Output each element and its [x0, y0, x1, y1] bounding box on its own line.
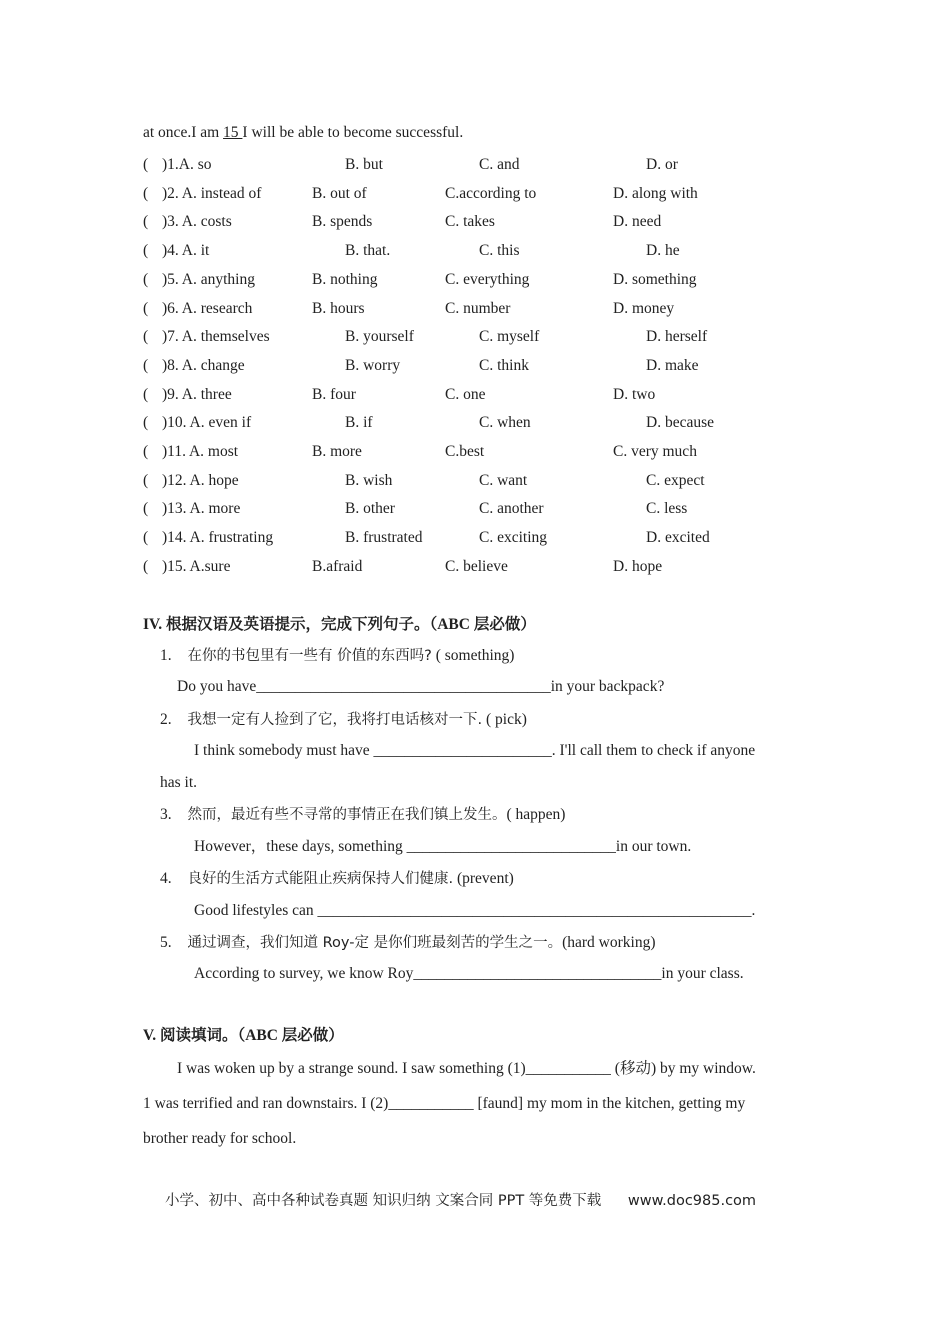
option-b: B. other — [345, 500, 395, 517]
s4-item-5-prompt — [160, 933, 655, 953]
item-hint: ( something) — [431, 647, 515, 664]
item-number: 5. — [160, 934, 172, 951]
question-stem-option-a: )4. A. it — [162, 242, 210, 259]
mcq-row — [143, 385, 843, 405]
footer — [165, 1191, 756, 1211]
question-stem-option-a: )1.A. so — [162, 156, 212, 173]
mcq-row — [143, 212, 843, 232]
answer-paren: ( — [143, 472, 149, 489]
question-stem-option-a: )3. A. costs — [162, 213, 232, 230]
s4-item-2-prompt — [160, 710, 527, 730]
question-stem-option-a: )5. A. anything — [162, 271, 255, 288]
option-b: B. nothing — [312, 271, 378, 288]
top-line-before: at once.I am — [143, 124, 224, 141]
option-c: C. believe — [445, 558, 508, 575]
option-d: C. less — [646, 500, 688, 517]
answer-paren: ( — [143, 443, 149, 460]
option-c: C. think — [479, 357, 529, 374]
option-d: C. expect — [646, 472, 705, 489]
option-c: C. another — [479, 500, 544, 517]
option-b: B. out of — [312, 185, 367, 202]
item-cn: 通过调查，我们知道 Roy-定 是你们班最刻苦的学生之一。 — [187, 935, 563, 951]
mcq-row — [143, 471, 843, 491]
option-d: C. very much — [613, 443, 697, 460]
option-d: D. because — [646, 414, 714, 431]
option-c: C. and — [479, 156, 520, 173]
answer-paren: ( — [143, 414, 149, 431]
item-hint: (prevent) — [453, 870, 514, 887]
item-hint: ( pick) — [482, 711, 527, 728]
s4-item-2-answer-cont: has it. — [160, 774, 198, 791]
answer-paren: ( — [143, 386, 149, 403]
question-stem-option-a: )9. A. three — [162, 386, 232, 403]
option-b: B. hours — [312, 300, 365, 317]
footer-text: 小学、初中、高中各种试卷真题 知识归纳 文案合同 PPT 等免费下载 — [165, 1193, 602, 1209]
option-b: B. but — [345, 156, 383, 173]
answer-paren: ( — [143, 558, 149, 575]
option-b: B. if — [345, 414, 373, 431]
option-c: C. this — [479, 242, 520, 259]
mcq-row — [143, 241, 843, 261]
mcq-row — [143, 356, 843, 376]
section-4-heading: IV. 根据汉语及英语提示，完成下列句子。（ABC 层必做） — [143, 616, 536, 633]
mcq-row — [143, 557, 843, 577]
item-hint: ( happen) — [506, 806, 566, 823]
option-c: C. everything — [445, 271, 530, 288]
item-number: 4. — [160, 870, 172, 887]
option-d: D. he — [646, 242, 680, 259]
item-number: 2. — [160, 711, 172, 728]
option-b: B.afraid — [312, 558, 363, 575]
option-b: B. yourself — [345, 328, 414, 345]
option-b: B. frustrated — [345, 529, 423, 546]
item-cn: 良好的生活方式能阻止疾病保持人们健康. — [187, 871, 454, 887]
s4-item-4-answer: Good lifestyles can ________________________________________________________. — [194, 902, 756, 919]
item-cn: 在你的书包里有一些有 价值的东西吗? — [187, 648, 432, 664]
answer-paren: ( — [143, 185, 149, 202]
option-d: D. money — [613, 300, 675, 317]
item-number: 1. — [160, 647, 172, 664]
option-c: C. one — [445, 386, 486, 403]
mcq-row — [143, 327, 843, 347]
reading-line-3: brother ready for school. — [143, 1130, 297, 1147]
answer-paren: ( — [143, 500, 149, 517]
answer-paren: ( — [143, 529, 149, 546]
item-cn: 我想一定有人捡到了它，我将打电话核对一下. — [187, 712, 483, 728]
option-c: C.according to — [445, 185, 537, 202]
mcq-row — [143, 155, 843, 175]
question-stem-option-a: )6. A. research — [162, 300, 253, 317]
option-c: C. myself — [479, 328, 540, 345]
option-b: B. more — [312, 443, 362, 460]
option-b: B. that. — [345, 242, 391, 259]
mcq-row — [143, 499, 843, 519]
option-b: B. four — [312, 386, 356, 403]
option-c: C. exciting — [479, 529, 548, 546]
item-hint: (hard working) — [562, 934, 656, 951]
answer-paren: ( — [143, 213, 149, 230]
s4-item-3-prompt — [160, 805, 565, 825]
answer-paren: ( — [143, 242, 149, 259]
mcq-row — [143, 413, 843, 433]
top-line-after: I will be able to become successful. — [242, 124, 464, 141]
reading-line-2: 1 was terrified and ran downstairs. I (2)___________ [faund] my mom in the kitchen, getting my — [143, 1095, 746, 1112]
s4-item-4-prompt — [160, 869, 514, 889]
answer-paren: ( — [143, 271, 149, 288]
question-stem-option-a: )13. A. more — [162, 500, 241, 517]
answer-paren: ( — [143, 300, 149, 317]
question-stem-option-a: )14. A. frustrating — [162, 529, 274, 546]
question-stem-option-a: )2. A. instead of — [162, 185, 262, 202]
mcq-row — [143, 299, 843, 319]
option-b: B. spends — [312, 213, 373, 230]
question-stem-option-a: )10. A. even if — [162, 414, 252, 431]
s4-item-3-answer: However，these days, something ___________________________in our town. — [194, 838, 692, 855]
option-d: D. two — [613, 386, 656, 403]
question-stem-option-a: )8. A. change — [162, 357, 245, 374]
option-c: C. want — [479, 472, 528, 489]
option-d: D. something — [613, 271, 697, 288]
item-cn: 然而，最近有些不寻常的事情正在我们镇上发生。 — [187, 807, 507, 823]
reading-line-1: I was woken up by a strange sound. I saw something (1)___________ (移动) by my window. — [177, 1060, 756, 1077]
blank-15: 15 — [223, 124, 243, 141]
answer-paren: ( — [143, 156, 149, 173]
option-d: D. need — [613, 213, 662, 230]
s4-item-5-answer: According to survey, we know Roy________________________________in your class. — [194, 965, 744, 982]
option-d: D. make — [646, 357, 699, 374]
section-5-heading: V. 阅读填词。（ABC 层必做） — [143, 1027, 344, 1044]
question-stem-option-a: )7. A. themselves — [162, 328, 270, 345]
option-c: C.best — [445, 443, 485, 460]
mcq-row — [143, 270, 843, 290]
option-c: C. takes — [445, 213, 495, 230]
mcq-row — [143, 442, 843, 462]
footer-url[interactable]: www.doc985.com — [627, 1193, 757, 1209]
s4-item-1-prompt — [160, 646, 514, 666]
option-d: D. herself — [646, 328, 708, 345]
s4-item-1-answer: Do you have______________________________________in your backpack? — [177, 678, 665, 695]
option-c: C. number — [445, 300, 511, 317]
question-stem-option-a: )12. A. hope — [162, 472, 239, 489]
option-d: D. along with — [613, 185, 698, 202]
option-b: B. worry — [345, 357, 401, 374]
answer-paren: ( — [143, 357, 149, 374]
s4-item-2-answer: I think somebody must have _______________________. I'll call them to check if anyone — [194, 742, 756, 759]
option-c: C. when — [479, 414, 531, 431]
answer-paren: ( — [143, 328, 149, 345]
option-d: D. or — [646, 156, 678, 173]
question-stem-option-a: )15. A.sure — [162, 558, 231, 575]
mcq-row — [143, 184, 843, 204]
question-stem-option-a: )11. A. most — [162, 443, 239, 460]
option-d: D. hope — [613, 558, 663, 575]
mcq-row — [143, 528, 843, 548]
item-number: 3. — [160, 806, 172, 823]
option-b: B. wish — [345, 472, 393, 489]
option-d: D. excited — [646, 529, 710, 546]
passage-tail-line — [143, 123, 463, 143]
